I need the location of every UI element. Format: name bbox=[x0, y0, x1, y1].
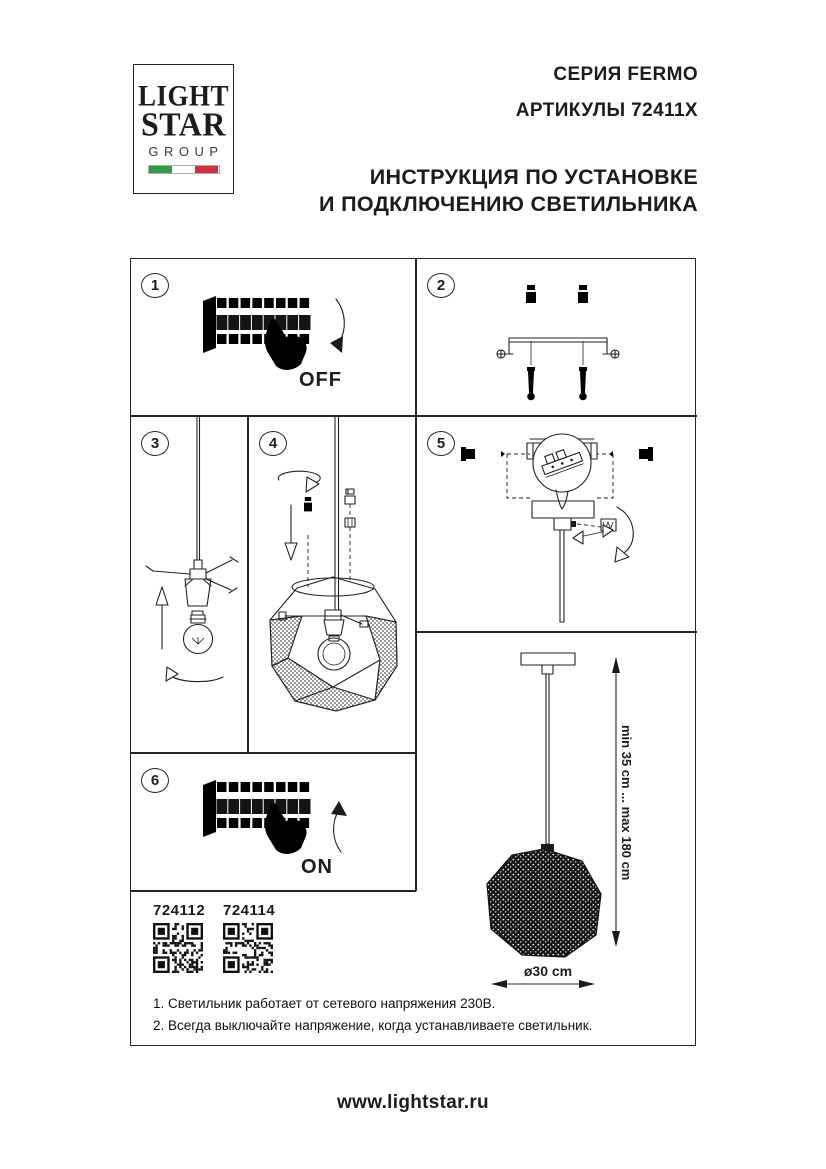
circuit-breaker-on-illustration bbox=[131, 754, 415, 890]
step-number-badge: 6 bbox=[141, 768, 169, 793]
pendant-lamp-dimension-illustration bbox=[417, 633, 697, 1047]
flag-white-segment bbox=[172, 166, 195, 173]
qr-code bbox=[153, 923, 203, 973]
logo-word-light: LIGHT bbox=[137, 79, 230, 113]
lightstar-logo bbox=[133, 64, 234, 194]
doc-title-line1: ИНСТРУКЦИЯ ПО УСТАНОВКЕ bbox=[369, 165, 698, 189]
mounting-bracket-illustration bbox=[417, 259, 697, 415]
website-url: www.lightstar.ru bbox=[337, 1092, 489, 1113]
step-panel-3 bbox=[131, 417, 247, 752]
note-line: 1. Светильник работает от сетевого напряжения 230В. bbox=[153, 996, 496, 1011]
italian-flag-icon bbox=[148, 165, 220, 174]
note-line: 2. Всегда выключайте напряжение, когда устанавливаете светильник. bbox=[153, 1018, 593, 1033]
product-code: 724112 bbox=[153, 902, 206, 919]
step-panel-2 bbox=[417, 259, 697, 415]
step-panel-1 bbox=[131, 259, 415, 415]
qr-code bbox=[223, 923, 273, 973]
doc-title-line2: И ПОДКЛЮЧЕНИЮ СВЕТИЛЬНИКА bbox=[319, 192, 698, 216]
step-number-badge: 5 bbox=[427, 431, 455, 456]
step-panel-6 bbox=[131, 754, 415, 890]
step-number-badge: 3 bbox=[141, 431, 169, 456]
canopy-mounting-illustration bbox=[417, 417, 697, 631]
height-range-dimension: min 35 cm ... max 180 cm bbox=[619, 725, 634, 881]
flag-red-segment bbox=[195, 166, 218, 173]
step-number-badge: 4 bbox=[259, 431, 287, 456]
logo-word-group: GROUP bbox=[148, 144, 224, 159]
step-panel-4 bbox=[249, 417, 415, 752]
series-name: СЕРИЯ FERMO bbox=[553, 64, 698, 85]
circuit-breaker-off-illustration bbox=[131, 259, 415, 415]
breaker-on-label: ON bbox=[301, 856, 333, 878]
logo-word-star: STAR bbox=[141, 105, 226, 143]
diameter-dimension: ø30 cm bbox=[523, 963, 573, 979]
dimension-drawing-panel bbox=[417, 633, 697, 1047]
step-number-badge: 2 bbox=[427, 273, 455, 298]
article-numbers: АРТИКУЛЫ 72411X bbox=[515, 100, 698, 121]
document-header bbox=[319, 64, 698, 218]
step-number-badge: 1 bbox=[141, 273, 169, 298]
shade-assembly-illustration bbox=[249, 417, 415, 752]
breaker-off-label: OFF bbox=[299, 369, 342, 391]
product-code: 724114 bbox=[223, 902, 276, 919]
safety-notes bbox=[153, 993, 592, 1037]
instruction-grid bbox=[130, 258, 696, 1046]
bulb-installation-illustration bbox=[131, 417, 247, 752]
flag-green-segment bbox=[149, 166, 172, 173]
step-panel-5 bbox=[417, 417, 697, 631]
